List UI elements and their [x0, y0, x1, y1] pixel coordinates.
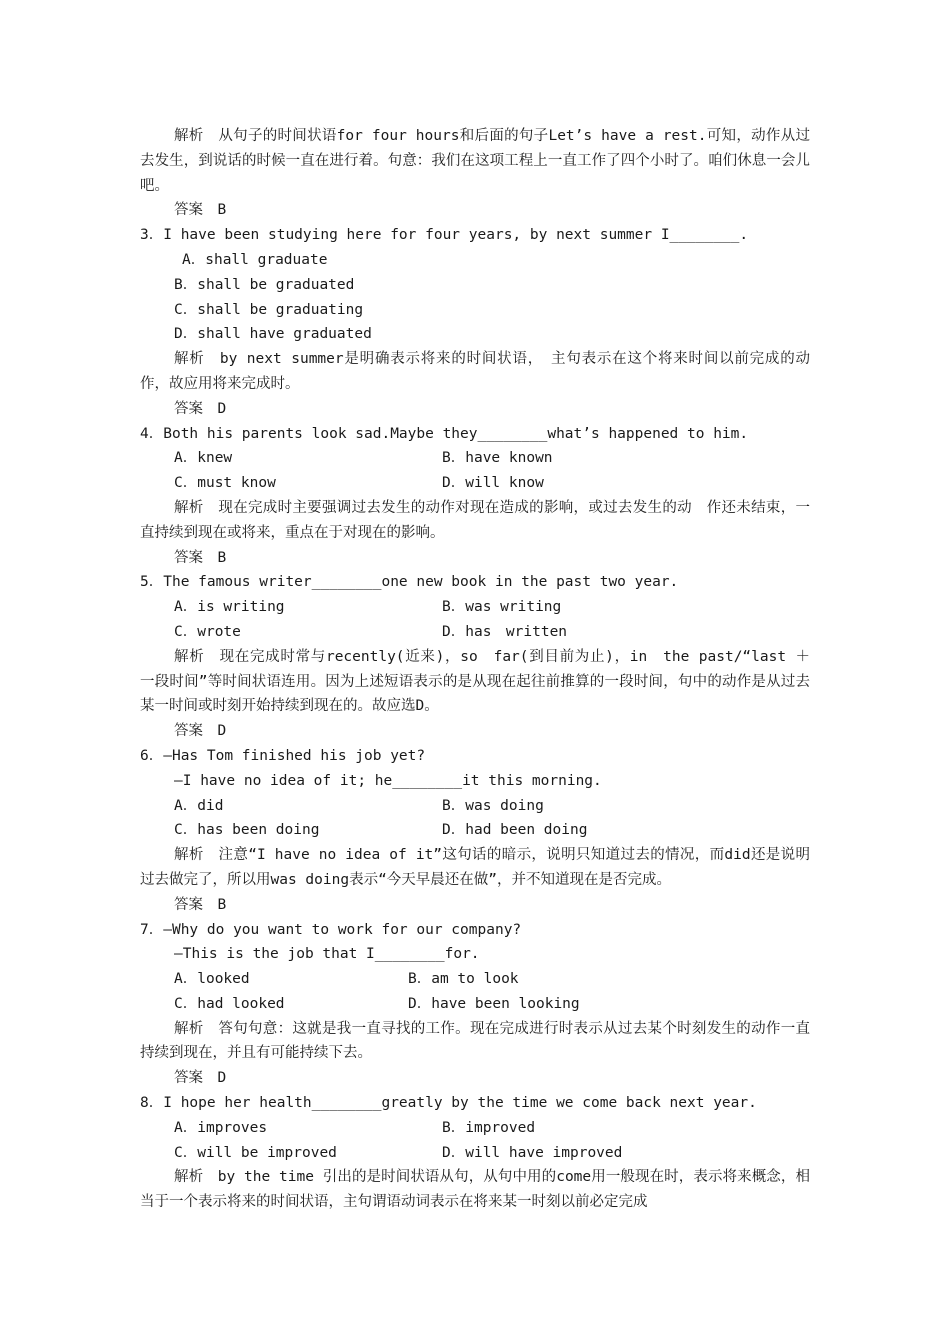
option-text: B．shall be graduated — [174, 276, 355, 293]
question-stem: 6．—Has Tom finished his job yet? — [140, 747, 426, 764]
option-text: D．will know — [442, 475, 544, 492]
dialog-line: —I have no idea of it; he________it this morning. — [174, 772, 602, 789]
answer-line: 答案 B — [174, 202, 227, 219]
option-row — [140, 794, 810, 819]
option-row — [140, 1141, 810, 1166]
option-text: D．had been doing — [442, 822, 588, 839]
explanation-paragraph: 解析 by the time 引出的是时间状语从句，从句中用的come用一般现在时，表示将来概念，相当于一个表示将来的时间状语，主句谓语动词表示在将来某一时刻以前必定完成 — [140, 1169, 810, 1211]
option-text: B．have known — [442, 450, 553, 467]
option-text: D．will have improved — [442, 1144, 623, 1161]
explanation-paragraph: 解析 现在完成时常与recently(近来)，so far(到目前为止)，in the past/“last ＋ 一段时间”等时间状语连用。因为上述短语表示的是从现在起往前推算的一段时间，句中的动作是从过去某一时间或时刻开始持续到现在的。故应选D。 — [140, 648, 810, 715]
question-stem: 8．I hope her health________greatly by the time we come back next year. — [140, 1095, 757, 1112]
question-stem: 5．The famous writer________one new book in the past two year. — [140, 574, 679, 591]
option-text: C．wrote — [174, 623, 241, 640]
option-row — [140, 818, 810, 843]
option-row — [140, 620, 810, 645]
option-text: B．was writing — [442, 599, 562, 616]
explanation-paragraph: 解析 从句子的时间状语for four hours和后面的句子Let’s have a rest.可知，动作从过去发生，到说话的时候一直在进行着。句意：我们在这项工程上一直工作了四个小时了。咱们休息一会儿吧。 — [140, 128, 810, 194]
explanation-paragraph: 解析 答句句意：这就是我一直寻找的工作。现在完成进行时表示从过去某个时刻发生的动作一直持续到现在，并且有可能持续下去。 — [140, 1020, 810, 1062]
option-text: A．looked — [174, 971, 250, 988]
option-text: C．must know — [174, 475, 276, 492]
option-text: D．shall have graduated — [174, 326, 372, 343]
option-text: C．will be improved — [174, 1144, 337, 1161]
answer-line: 答案 B — [174, 896, 227, 913]
option-text: D．have been looking — [408, 995, 580, 1012]
option-text: B．am to look — [408, 971, 519, 988]
option-row — [140, 1116, 810, 1141]
option-text: C．shall be graduating — [174, 301, 364, 318]
option-text: B．was doing — [442, 797, 544, 814]
option-row — [140, 595, 810, 620]
option-row — [140, 471, 810, 496]
option-row — [140, 967, 810, 992]
option-text: C．had looked — [174, 995, 285, 1012]
option-text: A．knew — [174, 450, 233, 467]
answer-line: 答案 B — [174, 549, 227, 566]
question-stem: 4．Both his parents look sad.Maybe they________what’s happened to him. — [140, 425, 749, 442]
option-text: A．did — [174, 797, 224, 814]
explanation-paragraph: 解析 现在完成时主要强调过去发生的动作对现在造成的影响，或过去发生的动 作还未结束，一直持续到现在或将来，重点在于对现在的影响。 — [140, 499, 810, 541]
option-text: D．has written — [442, 623, 568, 640]
question-stem: 3．I have been studying here for four years, by next summer I________. — [140, 227, 749, 244]
option-text: A．is writing — [174, 599, 285, 616]
explanation-paragraph: 解析 by next summer是明确表示将来的时间状语， 主句表示在这个将来时间以前完成的动作，故应用将来完成时。 — [140, 351, 810, 392]
option-row — [140, 992, 810, 1017]
answer-line: 答案 D — [174, 723, 227, 740]
document-page — [140, 124, 810, 1215]
answer-line: 答案 D — [174, 1070, 227, 1087]
question-stem: 7．—Why do you want to work for our company? — [140, 921, 522, 938]
option-text: A．shall graduate — [182, 251, 328, 268]
answer-line: 答案 D — [174, 400, 227, 417]
option-text: C．has been doing — [174, 822, 320, 839]
option-text: A．improves — [174, 1119, 268, 1136]
dialog-line: —This is the job that I________for. — [174, 946, 480, 963]
option-row — [140, 446, 810, 471]
explanation-paragraph: 解析 注意“I have no idea of it”这句话的暗示，说明只知道过去的情况，而did还是说明过去做完了，所以用was doing表示“今天早晨还在做”，并不知道现在是否完成。 — [140, 847, 810, 888]
option-text: B．improved — [442, 1119, 536, 1136]
